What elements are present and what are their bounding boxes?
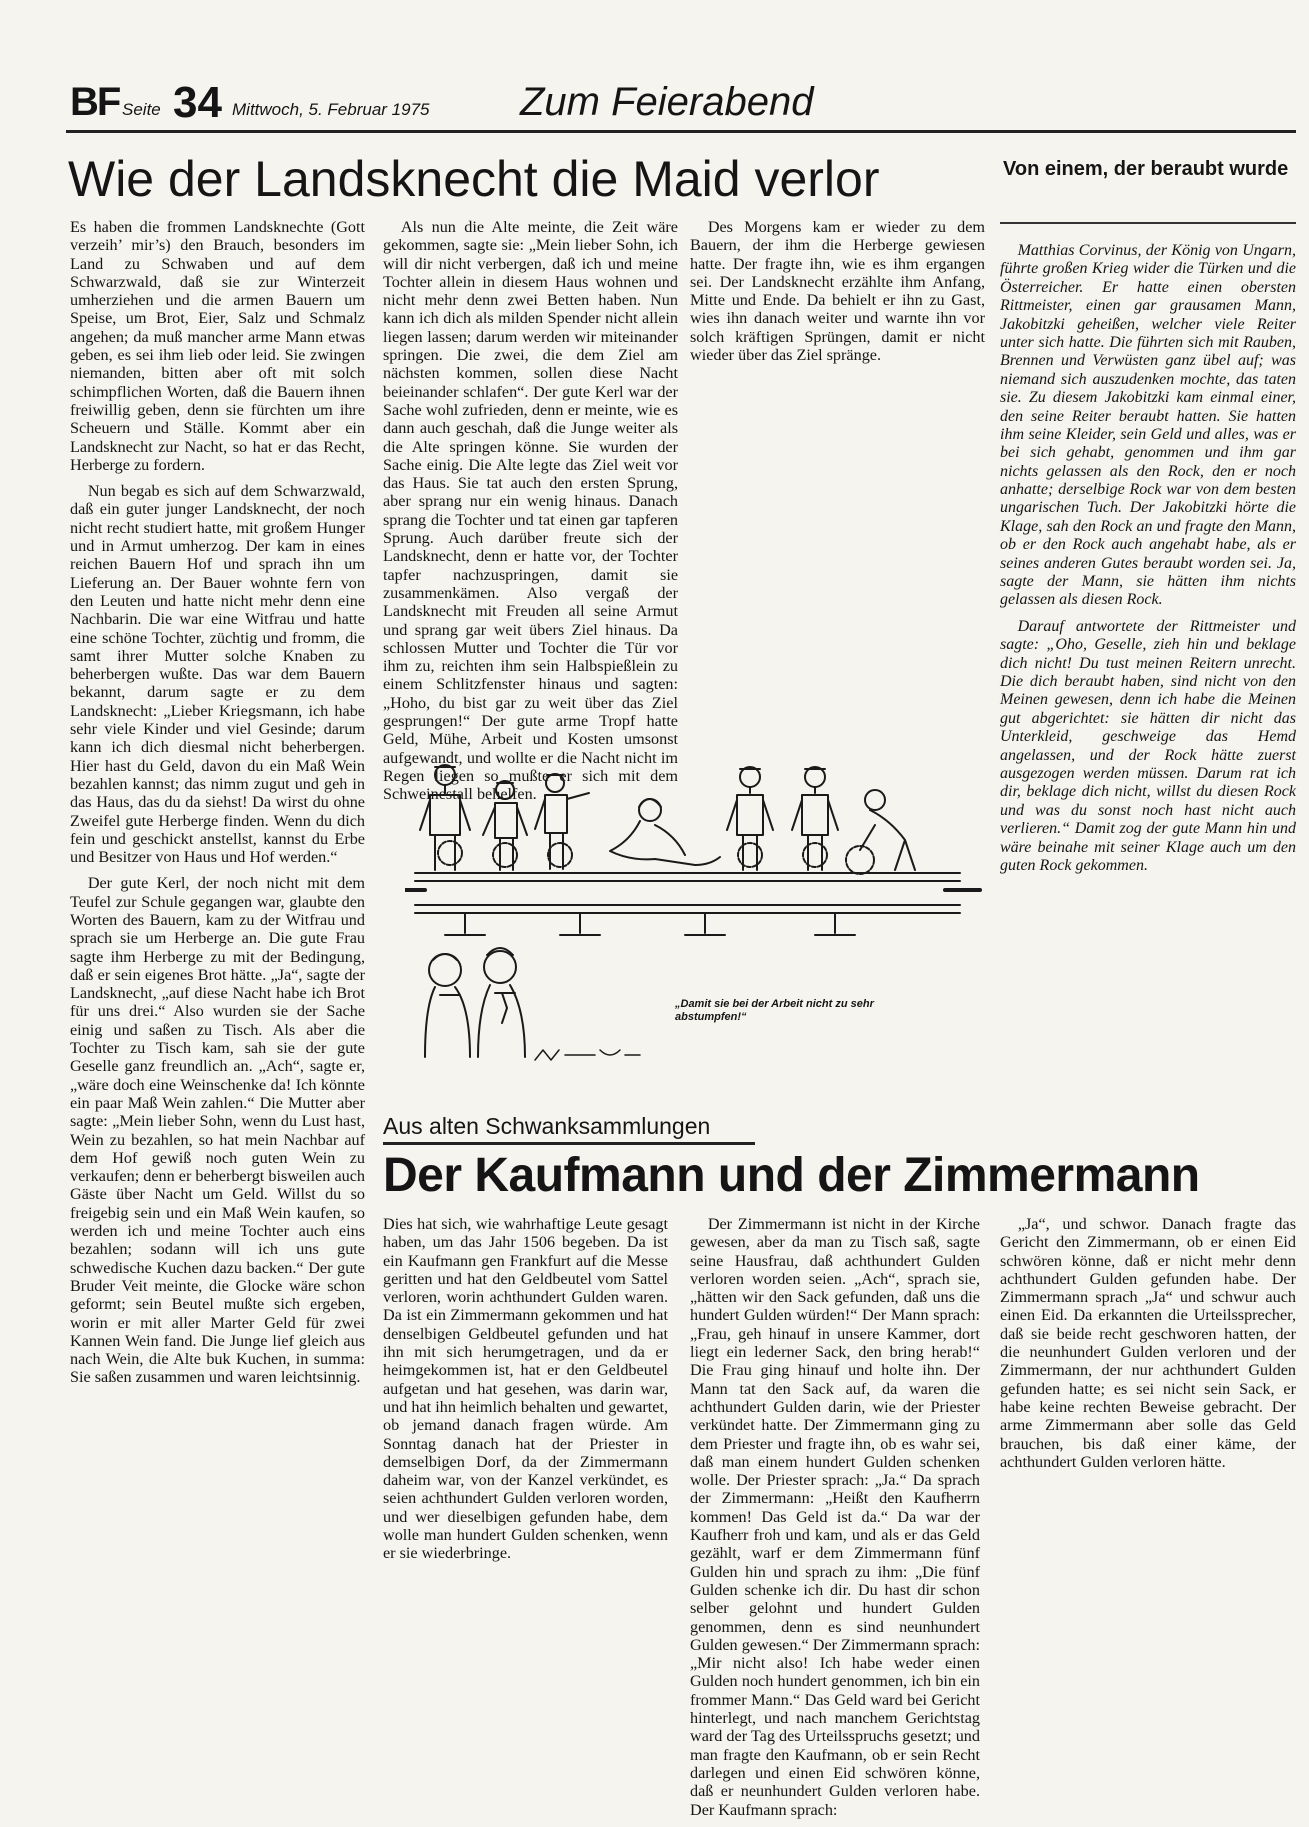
story1-paragraph: Es haben die frommen Landsknechte (Gott verzeih’ mir’s) den Brauch, besonders im Land zu Schwaben und auf dem Schwarzwald, daß sie zur Winterzeit umherziehen und die armen Bauern um Speise, um Brot, Eier, Salz und Schmalz angehen; da muß mancher arme Mann etwas geben, es sei ihm lieb oder leid. Sie zwingen niemanden, bitten aber oft mit solch schimpflichen Worten, daß die Bauern ihnen freiwillig geben, denn sie fürchten um ihre Scheuern und Ställe. Kommt aber ein Landsknecht zur Nacht, so hat er das Recht, Herberge zu fordern. <box>70 218 365 474</box>
story1-headline: Wie der Landsknecht die Maid verlor <box>68 151 880 207</box>
story2-column-3 <box>1000 1215 1296 1479</box>
story1-paragraph: Als nun die Alte meinte, die Zeit wäre gekommen, sagte sie: „Mein lieber Sohn, ich will dir nicht verbergen, daß ich und meine Tochter allein in diesem Haus wohnen und nicht mehr denn zwei Betten haben. Nun kann ich dich als milden Spender nicht allein liegen lassen; darum werden wir miteinander springen. Die zwei, die dem Ziel am nächsten kommen, sollen diese Nacht beieinander schlafen“. Der gute Kerl war der Sache wohl zufrieden, denn er meinte, wie es dann auch geschah, daß die Junge weiter als die Alte springen könne. Sie wurden der Sache einig. Die Alte legte das Ziel weit vor das Haus. Sie tat auch den ersten Sprung, aber sprang nur ein wenig hinaus. Danach sprang die Tochter und tat einen gar tapferen Sprung. Auch darüber freute sich der Landsknecht, denn er hatte vor, der Tochter tapfer nachzuspringen, damit sie zusammenkämen. Also vergaß der Landsknecht mit Freuden all seine Armut und sprang gar weit übers Ziel hinaus. Da schlossen Mutter und Tochter die Tür vor ihm zu, reichten ihm sein Halbspießlein zu einem Schlitzfenster hinaus und sagten: „Hoho, du bist gar zu weit über das Ziel gesprungen!“ Der gute arme Tropf hatte Geld, Mühe, Arbeit und Kosten umsonst aufgewandt, und wollte er die Nacht nicht im Regen liegen so mußte er sich mit dem Schweinestall behelfen. <box>383 218 678 804</box>
story2-paragraph: Der Zimmermann ist nicht in der Kirche gewesen, aber da man zu Tisch saß, sagte seine Hausfrau, daß achthundert Gulden verloren worden seien. „Ach“, sprach sie, „hätten wir den Sack gefunden, daß uns die hundert Gulden würden!“ Der Mann sprach: „Frau, geh hinauf in unsere Kammer, dort liegt ein lederner Sack, den bring herab!“ Die Frau ging hinauf und holte ihn. Der Mann tat den Sack auf, da waren die achthundert Gulden darin, wie der Priester verkündet hatte. Der Zimmermann ging zu dem Priester und fragte ihn, ob es wahr sei, daß man einem hundert Gulden schenken wolle. Der Priester sprach: „Ja.“ Da sprach der Zimmermann: „Heißt den Kaufherrn kommen! Das Geld ist da.“ Da war der Kaufherr froh und kam, und als er das Geld gezählt, warf er dem Zimmermann fünf Gulden hin und sprach zu ihm: „Die fünf Gulden schenke ich dir. Du hast dir schon selber gelohnt und hundert Gulden genommen, denn es sind neunhundert Gulden gewesen.“ Der Zimmermann sprach: „Mir nicht also! Ich habe weder einen Gulden noch hundert genommen, ich bin ein frommer Mann.“ Das Geld ward bei Gericht hinterlegt, und nach manchem Gerichtstag ward der Tag des Urteilsspruchs gesetzt; und man fragte den Kaufmann, ob er sein Recht darlegen und einen Eid schwören könne, daß er neunhundert Gulden verloren habe. Der Kaufmann sprach: <box>690 1215 980 1819</box>
story2-kicker-rule <box>383 1142 755 1145</box>
story1-paragraph: Des Morgens kam er wieder zu dem Bauern, der ihm die Herberge gewiesen hatte. Der fragte ihn, wie es ihm ergangen sei. Der Landsknecht erzählte ihm Anfang, Mitte und Ende. Da behielt er ihn zu Gast, wies ihn danach weiter und warnte ihn vor solch kräftigen Sprüngen, damit er nicht wieder über das Ziel spränge. <box>690 218 985 365</box>
story2-column-1 <box>383 1215 668 1571</box>
story1-column-2 <box>383 218 678 812</box>
story2-paragraph: „Ja“, und schwor. Danach fragte das Gericht den Zimmermann, ob er einen Eid schwören könne, daß er nicht mehr denn achthundert Gulden gefunden habe. Der Zimmermann sprach „Ja“ und schwur auch einen Eid. Da erkannten die Urteilssprecher, daß sie beide recht geschworen hatten, der die neunhundert Gulden verloren und der Zimmermann, der nur achthundert Gulden gefunden hatte; es sei nicht sein Sack, er habe keine rechten Beweise gebracht. Der arme Zimmermann aber solle das Geld brauchen, bis daß einer käme, der achthundert Gulden verloren hätte. <box>1000 1215 1296 1471</box>
issue-date: Mittwoch, 5. Februar 1975 <box>232 100 430 119</box>
sidebar-rule <box>1000 222 1296 224</box>
story1-column-3 <box>690 218 985 372</box>
newspaper-logo: BF <box>70 80 120 124</box>
header-rule <box>66 130 1296 133</box>
story2-paragraph: Dies hat sich, wie wahrhaftige Leute gesagt haben, um das Jahr 1506 begeben. Da ist ein Kaufmann gen Frankfurt auf die Messe geritten und hat den Geldbeutel vom Sattel verloren, worin achthundert Gulden waren. Da ist ein Zimmermann gekommen und hat denselbigen Geldbeutel gefunden und hat ihn mit sich herumgetragen, und da er heimgekommen ist, hat er den Geldbeutel aufgetan und hat gesehen, was darin war, und hat ihn heimlich behalten und gewartet, ob jemand danach fragen würde. Am Sonntag danach hat der Priester in demselbigen Dorf, da der Zimmermann daheim war, von der Kanzel verkündet, es seien achthundert Gulden verloren worden, und wer dieselbigen gefunden habe, dem wolle man hundert Gulden schenken, wenn er sie wiederbringe. <box>383 1215 668 1563</box>
page-number: 34 <box>173 78 222 127</box>
sidebar-paragraph: Matthias Corvinus, der König von Ungarn, führte großen Krieg wider die Türken und die Österreicher. Er hatte einen obersten Rittmeister, einen gar grausamen Mann, Jakobitzki geheißen, welcher viele Reiter unter sich hatte. Die führten sich mit Rauben, Brennen und Verwüsten ganz übel auf; was niemand sich auszudenken mochte, das taten sie. Zu diesem Jakobitzki kam einmal einer, den seine Reiter beraubt hatten. Sie hatten ihm seine Kleider, sein Geld und alles, was er bei sich gehabt, genommen und ihm gar nichts gelassen als den Rock, den er noch anhatte; derselbige Rock war von dem besten ungarischen Tuch. Der Jakobitzki hörte die Klage, sah den Rock an und fragte den Mann, ob er den Rock auch angehabt habe, als er seines anderen Gutes beraubt worden sei. Ja, sagte der Mann, sie hätten ihm nichts gelassen als diesen Rock. <box>1000 242 1296 609</box>
story1-paragraph: Nun begab es sich auf dem Schwarzwald, daß ein guter junger Landsknecht, der noch nicht recht studiert hatte, mit großem Hunger und in Armut umherzog. Der kam in eines reichen Bauern Hof und sprach ihn um Lieferung an. Der Bauer wohnte fern von den Leuten und hatte nicht mehr denn eine Nachbarin. Die war eine Witfrau und hatte eine schöne Tochter, züchtig und fromm, die samt ihrer Mutter solche Knaben zu beherbergen wußte. Das war dem Bauern bekannt, darum sagte er zu dem Landsknecht: „Lieber Kriegsmann, ich habe sehr viele Kinder und viel Gesinde; darum kann ich dich diesmal nicht beherbergen. Hier hast du Geld, davon du ein Maß Wein bezahlen kannst; das nimm zugut und geh in das Haus, das du da siehst! Da wirst du ohne Zweifel gute Herberge finden. Wenn du dich fein und geschickt anstellst, kannst du Erbe und Besitzer von Haus und Hof werden.“ <box>70 482 365 867</box>
sidebar-column <box>1000 242 1296 883</box>
cartoon-caption: „Damit sie bei der Arbeit nicht zu sehr abstumpfen!“ <box>675 998 874 1024</box>
sidebar-headline: Von einem, der beraubt wurde <box>1003 158 1289 180</box>
cartoon-illustration <box>405 755 985 1085</box>
story2-column-2 <box>690 1215 980 1827</box>
story1-paragraph: Der gute Kerl, der noch nicht mit dem Teufel zur Schule gegangen war, glaubte den Worten des Bauern, kam zu der Witfrau und sprach sie um Herberge an. Die gute Frau sagte ihm Herberge zu mit der Bedingung, daß er sein eigenes Brot hätte. „Ja“, sagte der Landsknecht, „auf diese Nacht habe ich Brot für uns drei.“ Also wurden sie der Sache einig und saßen zu Tisch. Als aber die Tochter zu Tisch kam, sah sie der gute Geselle ganz freundlich an. „Ach“, sagte er, „wäre doch eine Weinschenke da! Ich könnte ein paar Maß Wein zahlen.“ Die Mutter aber sagte: „Mein lieber Sohn, wenn du Lust hast, Wein zu bezahlen, so hat mein Nachbar auf dem Hof gewiß noch guten Wein zu verkaufen; denn er beherbergt bisweilen auch Gäste über Nacht um Geld. Willst du so freigebig sein und ein Maß Wein kaufen, so werden ich und meine Tochter auch eins bezahlen; sodann will ich uns gute schwedische Kuchen dazu backen.“ Der gute Bruder Veit meinte, die Glocke wäre schon geformt; sein Beutel mußte sich ergeben, worin er mit aller Marter Geld für zwei Kannen Wein fand. Die Junge lief gleich aus nach Wein, die Alte buk Kuchen, in summa: Sie saßen zusammen und waren leichtsinnig. <box>70 874 365 1387</box>
page-label: Seite <box>122 100 161 119</box>
section-title: Zum Feierabend <box>520 80 814 124</box>
story2-headline: Der Kaufmann und der Zimmermann <box>383 1149 1200 1202</box>
story2-kicker: Aus alten Schwanksammlungen <box>383 1113 711 1139</box>
story1-column-1 <box>70 218 365 1395</box>
sidebar-paragraph: Darauf antwortete der Rittmeister und sagte: „Oho, Geselle, zieh hin und beklage dich nicht! Du tust meinen Reitern unrecht. Die dich beraubt haben, sind nicht von den Meinen gewesen, denn ich habe die Meinen gut abgerichtet: sie hätten dir nicht das Unterkleid, geschweige das Hemd angelassen, und der Rock hätte zuerst ausgezogen werden müssen. Darum rat ich dir, beklage dich nicht, willst du diesen Rock und was du sonst noch hast nicht auch verlieren.“ Damit zog der gute Mann hin und wäre beinahe mit seiner Klage auch um den guten Rock gekommen. <box>1000 617 1296 874</box>
